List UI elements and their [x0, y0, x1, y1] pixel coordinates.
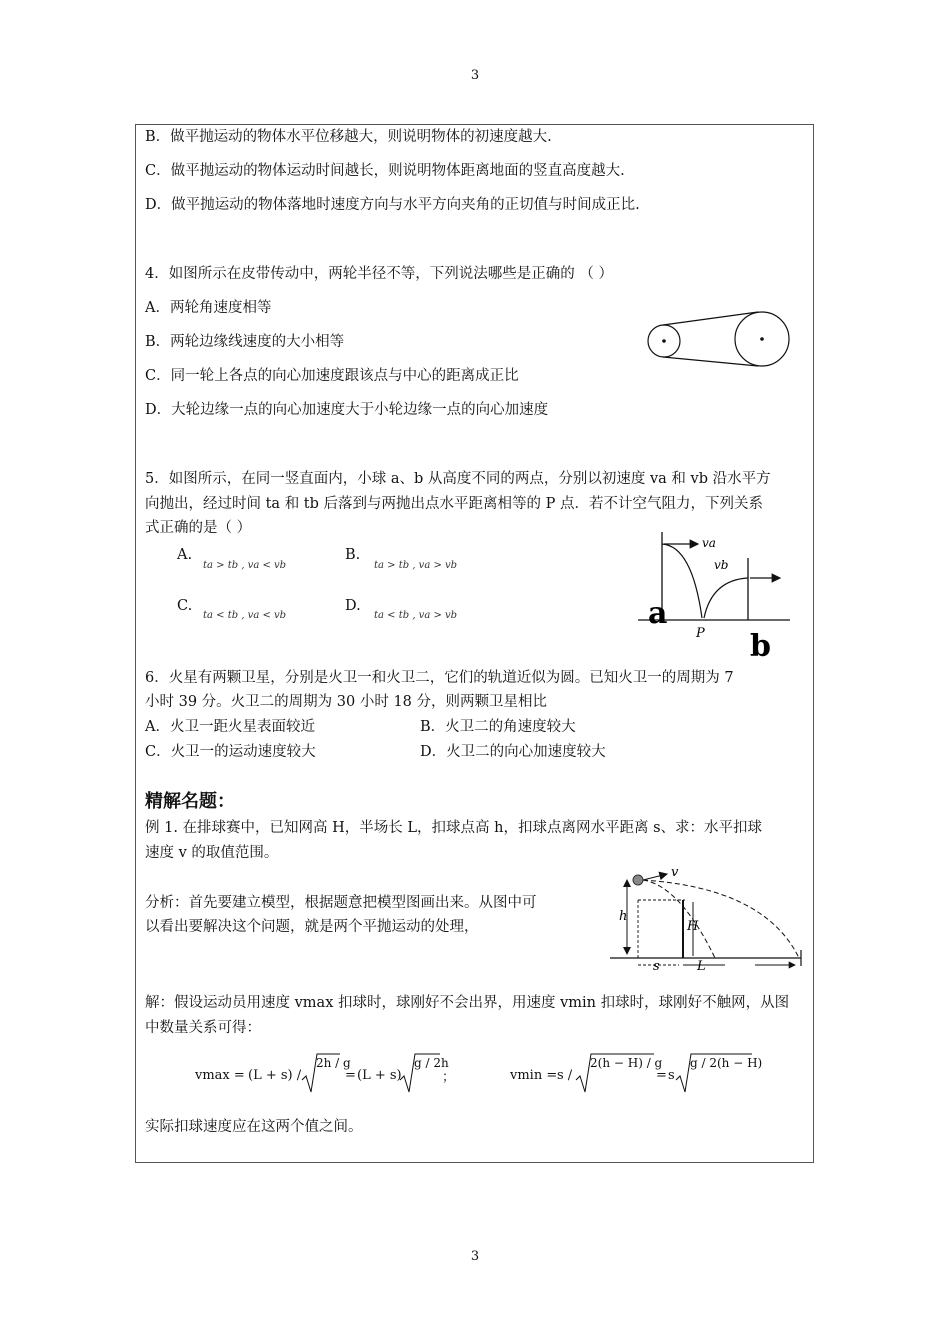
page-number-top: 3 — [470, 68, 480, 83]
example-fig-h: h — [619, 909, 628, 924]
example-line1: 例 1. 在排球赛中，已知网高 H，半场长 L，扣球点高 h，扣球点离网水平距离 s、求：水平扣球 — [145, 820, 763, 836]
q6-option-b: B．火卫二的角速度较大 — [420, 719, 576, 735]
formula-vmax-rhs: (L + s) — [357, 1068, 402, 1083]
conclusion: 实际扣球速度应在这两个值之间。 — [145, 1119, 363, 1135]
formula-vmin-rad2: g / 2(h − H) — [690, 1056, 763, 1070]
formula-vmax-mid: (L + s) / — [248, 1068, 302, 1083]
formula-vmax-label: vmax — [195, 1068, 230, 1083]
q4-option-b: B．两轮边缘线速度的大小相等 — [145, 334, 345, 350]
analysis-line1: 分析：首先要建立模型，根据题意把模型图画出来。从图中可 — [145, 895, 537, 911]
q5-line1: 5．如图所示，在同一竖直面内，小球 a、b 从高度不同的两点，分别以初速度 va 和 vb 沿水平方 — [145, 471, 771, 487]
q5-line3: 式正确的是（ ） — [145, 520, 252, 536]
formula-vmax-rad2: g / 2h — [414, 1056, 449, 1070]
q3-option-b: B．做平抛运动的物体水平位移越大，则说明物体的初速度越大. — [145, 129, 552, 145]
q5-fig-label-b: b — [750, 629, 771, 664]
example-fig-H: H — [687, 919, 699, 934]
q3-option-c: C．做平抛运动的物体运动时间越长，则说明物体距离地面的竖直高度越大. — [145, 163, 625, 179]
q5-option-d-label: D. — [345, 598, 361, 614]
section-title: 精解名题： — [145, 791, 235, 812]
solution-line1: 解：假设运动员用速度 vmax 扣球时，球刚好不会出界，用速度 vmin 扣球时，球刚好不触网，从图 — [145, 995, 790, 1011]
q5-option-c-expr: ta < tb , va < vb — [203, 610, 287, 621]
q4-stem: 4．如图所示在皮带传动中，两轮半径不等，下列说法哪些是正确的 （ ） — [145, 266, 613, 282]
formula-vmin-rad1: 2(h − H) / g — [590, 1056, 663, 1070]
page-number-bottom: 3 — [470, 1249, 480, 1264]
q5-option-b-expr: ta > tb , va > vb — [374, 560, 458, 571]
formula-vmax-lhs: vmax = — [195, 1068, 245, 1083]
example-fig-v: v — [671, 865, 679, 880]
q6-line1: 6．火星有两颗卫星，分别是火卫一和火卫二，它们的轨道近似为圆。已知火卫一的周期为 7 — [145, 670, 734, 686]
formula-separator: ； — [442, 1070, 456, 1085]
q4-option-a: A．两轮角速度相等 — [145, 300, 272, 316]
q5-fig-vb: vb — [714, 558, 729, 572]
formula-vmax-rad1: 2h / g — [316, 1056, 351, 1070]
q5-option-c-label: C. — [177, 598, 193, 614]
q5-option-a-label: A. — [177, 547, 193, 563]
formula-vmin-rhs: s — [668, 1068, 675, 1083]
q4-option-d: D．大轮边缘一点的向心加速度大于小轮边缘一点的向心加速度 — [145, 402, 549, 418]
q4-option-c: C．同一轮上各点的向心加速度跟该点与中心的距离成正比 — [145, 368, 519, 384]
formula-vmin-eq: = — [656, 1068, 667, 1083]
q5-fig-va: va — [702, 536, 716, 550]
belt-pulley-figure — [640, 305, 800, 375]
q6-option-c: C．火卫一的运动速度较大 — [145, 744, 316, 760]
example-fig-s: s — [653, 959, 660, 974]
solution-line2: 中数量关系可得： — [145, 1020, 261, 1036]
q6-option-d: D．火卫二的向心加速度较大 — [420, 744, 606, 760]
q6-line2: 小时 39 分。火卫二的周期为 30 小时 18 分，则两颗卫星相比 — [145, 694, 548, 710]
example-fig-L: L — [697, 959, 706, 974]
q3-option-d: D．做平抛运动的物体落地时速度方向与水平方向夹角的正切值与时间成正比. — [145, 197, 640, 213]
formula-vmin-label: vmin — [510, 1068, 543, 1083]
q5-line2: 向抛出，经过时间 ta 和 tb 后落到与两抛出点水平距离相等的 P 点．若不计空气阻力，下列关系 — [145, 496, 763, 512]
q5-option-b-label: B. — [345, 547, 361, 563]
formula-vmin-mid: s / — [557, 1068, 573, 1083]
q5-option-a-expr: ta > tb , va < vb — [203, 560, 287, 571]
volleyball-figure — [605, 862, 805, 974]
analysis-line2: 以看出要解决这个问题，就是两个平抛运动的处理， — [145, 919, 479, 935]
q6-option-a: A．火卫一距火星表面较近 — [145, 719, 315, 735]
projectile-figure — [630, 528, 800, 664]
q5-fig-label-a: a — [648, 596, 668, 631]
formula-vmax-eq: = — [345, 1068, 356, 1083]
example-line2: 速度 v 的取值范围。 — [145, 845, 279, 861]
formula-vmin-lhs: vmin = — [510, 1068, 558, 1083]
q5-option-d-expr: ta < tb , va > vb — [374, 610, 458, 621]
q5-fig-label-p: P — [696, 626, 705, 641]
